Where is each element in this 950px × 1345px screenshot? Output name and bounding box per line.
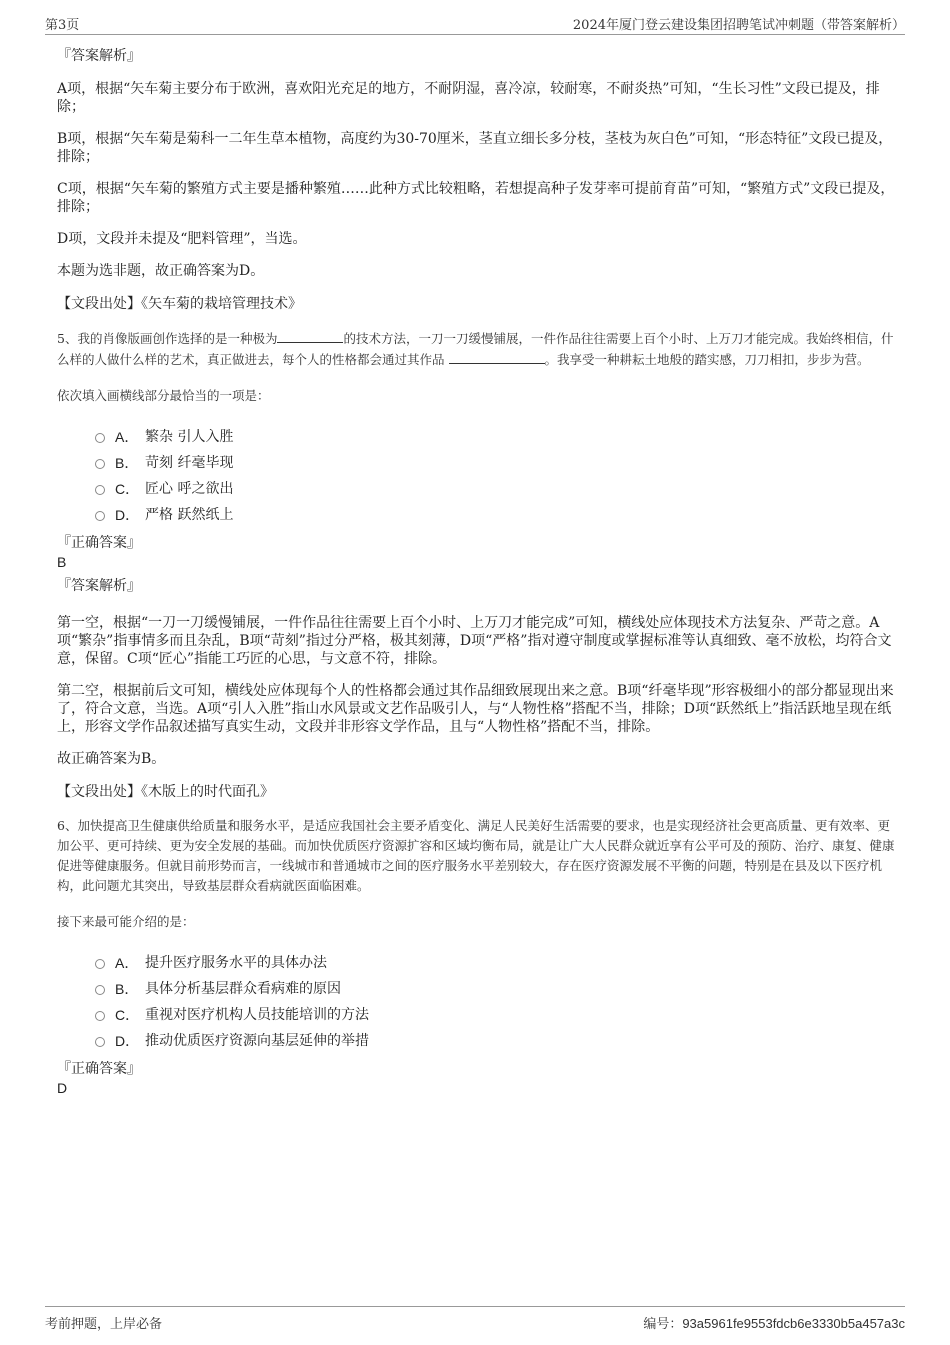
question-6-text: 6、加快提高卫生健康供给质量和服务水平，是适应我国社会主要矛盾变化、满足人民美好生活需要的要求，也是实现经济社会更高质量、更有效率、更加公平、更可持续、更为安全发展的基础。而加快优质医疗资源扩容和区域均衡布局，就是让广大人民群众就近享有公平可及的预防、治疗、康复、健康促进等健康服务。但就目前形势而言，一线城市和普通城市之间的医疗服务水平差别较大，存在医疗资源发展不平衡的问题，特别是在县及以下医疗机构，此问题尤其突出，导致基层群众看病就医面临困难。 <box>57 818 895 893</box>
radio-icon[interactable] <box>95 985 105 995</box>
analysis-paragraph: 第二空，根据前后文可知，横线处应体现每个人的性格都会通过其作品细致展现出来之意。B项“纤毫毕现”形容极细小的部分都显现出来了，符合文意，当选。A项“引人入胜”指山水风景或文艺作品吸引人，与“人物性格”搭配不当，排除；D项“跃然纸上”指活跃地呈现在纸上，形容文学作品叙述描写真实生动，文段并非形容文学作品，且与“人物性格”搭配不当，排除。 <box>57 683 894 735</box>
answer-heading: 『正确答案』 <box>57 535 141 551</box>
fill-blank <box>449 349 545 364</box>
question-prompt: 接下来最可能介绍的是： <box>57 914 195 929</box>
option-letter: C． <box>115 1007 140 1023</box>
radio-icon[interactable] <box>95 459 105 469</box>
text-source: 【文段出处】《矢车菊的栽培管理技术》 <box>57 296 302 312</box>
fill-blank <box>277 328 343 343</box>
option-text: 苛刻 纤毫毕现 <box>145 455 234 471</box>
option-letter: D． <box>115 507 140 523</box>
options-list <box>95 424 900 528</box>
option-letter: B． <box>115 981 139 997</box>
footer-slogan: 考前押题，上岸必备 <box>45 1317 163 1332</box>
option-text: 严格 跃然纸上 <box>145 507 234 523</box>
answer-heading: 『正确答案』 <box>57 1061 141 1077</box>
option-text: 匠心 呼之欲出 <box>145 481 234 497</box>
radio-icon[interactable] <box>95 1037 105 1047</box>
analysis-paragraph: A项，根据“矢车菊主要分布于欧洲，喜欢阳光充足的地方，不耐阴湿，喜冷凉，较耐寒，不耐炎热”可知，“生长习性”文段已提及，排除； <box>57 81 880 115</box>
question-text-part: 5、我的肖像版画创作选择的是一种极为 <box>57 331 278 346</box>
analysis-paragraph: 第一空，根据“一刀一刀缓慢铺展，一件作品往往需要上百个小时、上万刀才能完成”可知，横线处应体现技术方法复杂、严苛之意。A项“繁杂”指事情多而且杂乱，B项“苛刻”指过分严格，极其刻薄，D项“严格”指对遵守制度或掌握标准等认真细致、毫不放松，均符合文意，保留。C项“匠心”指能工巧匠的心思，与文意不符，排除。 <box>57 615 892 667</box>
analysis-paragraph: 本题为选非题，故正确答案为D。 <box>57 263 265 279</box>
option-d[interactable] <box>95 1028 900 1054</box>
radio-icon[interactable] <box>95 511 105 521</box>
document-title: 2024年厦门登云建设集团招聘笔试冲刺题（带答案解析） <box>572 18 905 33</box>
analysis-paragraph: D项，文段并未提及“肥料管理”，当选。 <box>57 231 307 247</box>
analysis-paragraph: B项，根据“矢车菊是菊科一二年生草本植物，高度约为30-70厘米，茎直立细长多分枝，茎枝为灰白色”可知，“形态特征”文段已提及，排除； <box>57 131 893 165</box>
option-letter: C． <box>115 481 140 497</box>
option-letter: A． <box>115 429 139 445</box>
option-a[interactable] <box>95 950 900 976</box>
page-header <box>45 14 905 35</box>
option-text: 繁杂 引人入胜 <box>145 429 234 445</box>
question-text-part: 。我享受一种耕耘土地般的踏实感，刀刀相扣，步步为营。 <box>544 352 870 367</box>
analysis-heading: 『答案解析』 <box>57 578 141 594</box>
analysis-paragraph: C项，根据“矢车菊的繁殖方式主要是播种繁殖……此种方式比较粗略，若想提高种子发芽率可提前育苗”可知，“繁殖方式”文段已提及，排除； <box>57 181 895 215</box>
option-text: 重视对医疗机构人员技能培训的方法 <box>145 1007 369 1023</box>
option-letter: B． <box>115 455 139 471</box>
option-c[interactable] <box>95 476 900 502</box>
radio-icon[interactable] <box>95 433 105 443</box>
code-value: 93a5961fe9553fdcb6e3330b5a457a3c <box>682 1316 905 1331</box>
option-letter: D． <box>115 1033 140 1049</box>
analysis-heading: 『答案解析』 <box>57 48 141 64</box>
option-b[interactable] <box>95 976 900 1002</box>
code-label: 编号： <box>643 1317 683 1332</box>
options-list <box>95 950 900 1054</box>
option-d[interactable] <box>95 502 900 528</box>
analysis-paragraph: 故正确答案为B。 <box>57 751 166 767</box>
radio-icon[interactable] <box>95 1011 105 1021</box>
option-b[interactable] <box>95 450 900 476</box>
page-number: 第3页 <box>45 18 80 33</box>
document-code <box>643 1313 905 1332</box>
correct-answer: D <box>57 1080 68 1096</box>
option-a[interactable] <box>95 424 900 450</box>
question-text-part: 的技术方法，一刀一刀缓慢铺展，一件作品往往需要上百个小时、上万刀才能完成。我始终相信，什么样的人做什么样的艺术，真正做进去，每个人的性格都会通过其作品 <box>57 331 894 367</box>
page-footer <box>45 1306 905 1331</box>
radio-icon[interactable] <box>95 959 105 969</box>
option-c[interactable] <box>95 1002 900 1028</box>
question-prompt: 依次填入画横线部分最恰当的一项是： <box>57 388 270 403</box>
option-text: 推动优质医疗资源向基层延伸的举措 <box>145 1033 369 1049</box>
option-text: 具体分析基层群众看病难的原因 <box>145 981 341 997</box>
option-text: 提升医疗服务水平的具体办法 <box>145 955 327 971</box>
radio-icon[interactable] <box>95 485 105 495</box>
text-source: 【文段出处】《木版上的时代面孔》 <box>57 784 274 800</box>
question-5-text <box>57 328 900 370</box>
option-letter: A． <box>115 955 139 971</box>
page-content <box>57 40 900 1097</box>
correct-answer: B <box>57 554 67 570</box>
